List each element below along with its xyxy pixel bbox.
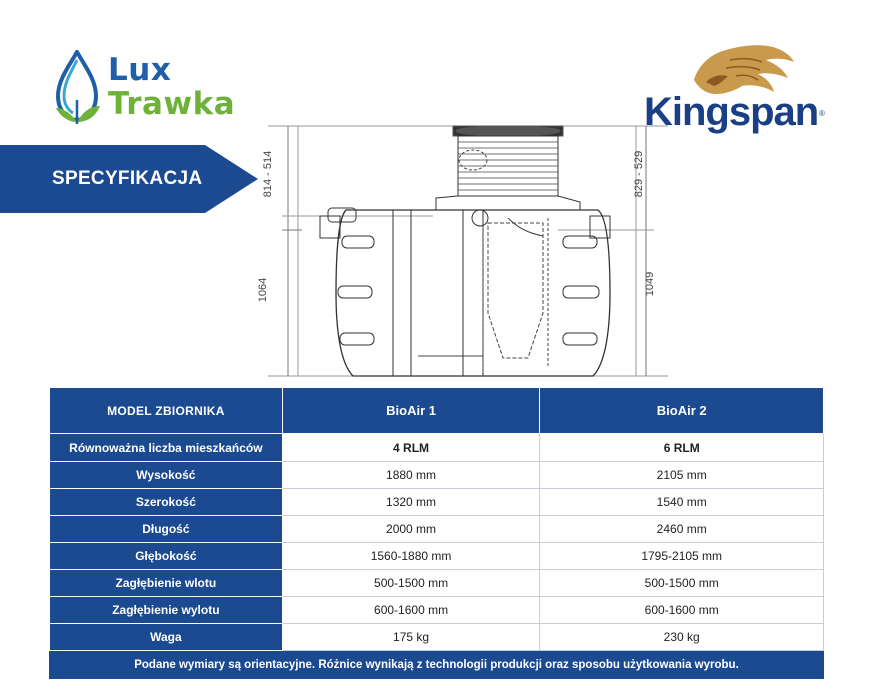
row-label: Głębokość: [50, 543, 283, 570]
cell-bioair-2: 1795-2105 mm: [540, 543, 824, 570]
cell-bioair-1: 1880 mm: [282, 462, 540, 489]
cell-bioair-1: 175 kg: [282, 624, 540, 651]
header-model: MODEL ZBIORNIKA: [50, 388, 283, 434]
cell-bioair-2: 500-1500 mm: [540, 570, 824, 597]
cell-bioair-1: 500-1500 mm: [282, 570, 540, 597]
logo-word-trawka: Trawka: [108, 86, 236, 122]
tank-drawing-svg: [258, 118, 678, 383]
specification-table: [49, 387, 824, 679]
tank-technical-drawing: [258, 118, 678, 383]
cell-bioair-1: 4 RLM: [282, 434, 540, 462]
table-row: [50, 597, 824, 624]
cell-bioair-2: 2105 mm: [540, 462, 824, 489]
table-row: [50, 543, 824, 570]
cell-bioair-1: 1560-1880 mm: [282, 543, 540, 570]
cell-bioair-2: 2460 mm: [540, 516, 824, 543]
cell-bioair-1: 2000 mm: [282, 516, 540, 543]
dim-right-bottom: 1049: [644, 271, 657, 297]
table-header-row: [50, 388, 824, 434]
row-label: Równoważna liczba mieszkańców: [50, 434, 283, 462]
cell-bioair-2: 600-1600 mm: [540, 597, 824, 624]
logo-word-lux: Lux: [108, 52, 172, 88]
table-footer-row: [50, 651, 824, 679]
row-label: Waga: [50, 624, 283, 651]
row-label: Wysokość: [50, 462, 283, 489]
table-row: [50, 489, 824, 516]
footer-note: Podane wymiary są orientacyjne. Różnice wynikają z technologii produkcji oraz sposobu użytkowania wyrobu.: [50, 651, 824, 679]
table-row: [50, 516, 824, 543]
dim-left-top: 814 - 514: [262, 150, 275, 198]
cell-bioair-2: 230 kg: [540, 624, 824, 651]
table-row: [50, 624, 824, 651]
cell-bioair-2: 1540 mm: [540, 489, 824, 516]
dim-left-bottom: 1064: [257, 277, 270, 303]
kingspan-logo: [644, 40, 834, 134]
lux-trawka-logo: [52, 50, 272, 130]
water-drop-leaf-icon: [52, 50, 102, 130]
row-label: Zagłębienie wlotu: [50, 570, 283, 597]
cell-bioair-1: 1320 mm: [282, 489, 540, 516]
kingspan-wordmark: Kingspan: [644, 90, 819, 134]
cell-bioair-1: 600-1600 mm: [282, 597, 540, 624]
table-row: [50, 434, 824, 462]
section-title: SPECYFIKACJA: [52, 168, 203, 189]
table-row: [50, 462, 824, 489]
cell-bioair-2: 6 RLM: [540, 434, 824, 462]
row-label: Szerokość: [50, 489, 283, 516]
row-label: Zagłębienie wylotu: [50, 597, 283, 624]
header-bioair-1: BioAir 1: [282, 388, 540, 434]
dim-right-top: 829 - 529: [633, 150, 646, 198]
header-bioair-2: BioAir 2: [540, 388, 824, 434]
row-label: Długość: [50, 516, 283, 543]
registered-mark: ®: [819, 109, 825, 118]
table-row: [50, 570, 824, 597]
